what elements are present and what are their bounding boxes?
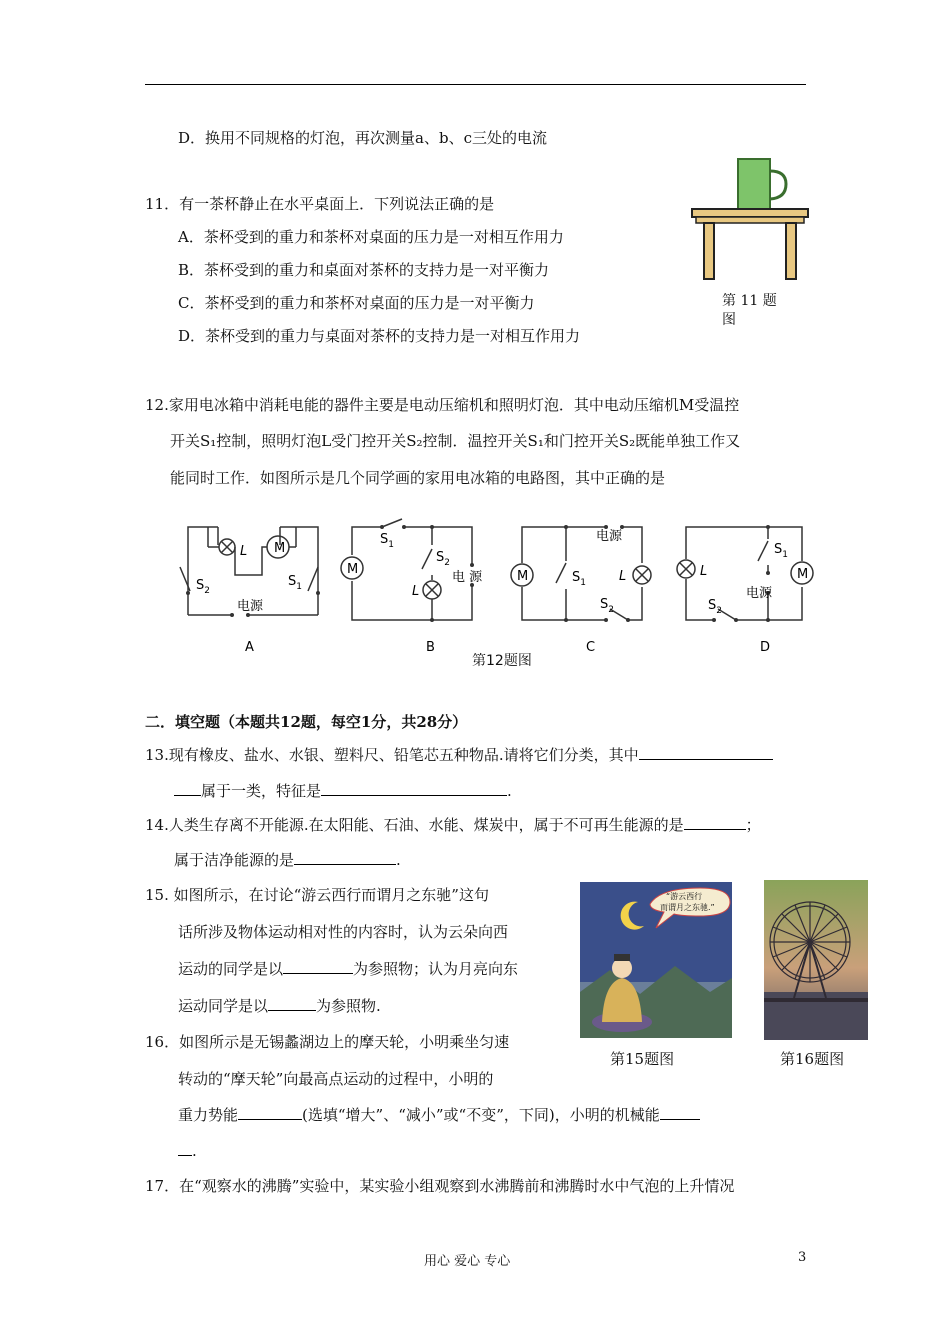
q16-line2: 转动的“摩天轮”向最高点运动的过程中，小明的 <box>178 1070 494 1088</box>
circuit-a-s1-label: $S_1$ <box>288 574 302 592</box>
speech-bubble-line1: “游云西行 <box>666 892 703 901</box>
circuit-c-power-label: 电源 <box>596 529 623 544</box>
q11-stem: 11．有一茶杯静止在水平桌面上．下列说法正确的是 <box>145 195 495 213</box>
q16-blank-1[interactable] <box>238 1105 302 1120</box>
circuit-a-motor-label: M <box>274 541 286 556</box>
q16-blank-2-cont[interactable] <box>178 1141 192 1156</box>
teacup-handle <box>770 171 786 199</box>
circuit-b-label: B <box>426 640 435 655</box>
circuit-d-s2-label: $S_2$ <box>708 598 722 616</box>
circuit-c-s1-label: $S_1$ <box>572 570 586 588</box>
q11-caption-line1: 第 11 题 <box>722 293 777 309</box>
circuit-a-s2-label: $S_2$ <box>196 578 210 596</box>
q13-line2: 属于一类，特征是 . <box>174 781 512 801</box>
page-number: 3 <box>798 1250 807 1265</box>
q15-line1: 15. 如图所示，在讨论“游云西行而谓月之东驰”这句 <box>145 886 489 904</box>
q13-blank-1-cont[interactable] <box>174 781 201 796</box>
q15-caption: 第15题图 <box>610 1050 675 1068</box>
q14-blank-1[interactable] <box>684 815 746 830</box>
speech-bubble-line2: 而谓月之东驰.” <box>660 903 715 912</box>
q16-line1: 16．如图所示是无锡蠡湖边上的摩天轮，小明乘坐匀速 <box>145 1033 510 1051</box>
q14-line2: 属于洁净能源的是 . <box>174 851 401 869</box>
q16-line4: . <box>178 1141 197 1161</box>
footer-motto: 用心 爱心 专心 <box>424 1254 511 1269</box>
q12-caption: 第12题图 <box>472 653 532 669</box>
q14-line1: 14.人类生存离不开能源.在太阳能、石油、水能、煤炭中，属于不可再生能源的是 ； <box>145 816 761 834</box>
circuit-c-lamp-label: L <box>619 569 627 584</box>
circuit-d-s1-label: $S_1$ <box>774 542 788 560</box>
teacup-body <box>738 159 770 209</box>
q11-caption-line2: 图 <box>722 312 736 328</box>
circuit-b-motor-label: M <box>347 562 359 577</box>
circuit-a-lamp-label: L <box>240 544 248 559</box>
q16-caption: 第16题图 <box>780 1050 845 1068</box>
q13-line1: 13.现有橡皮、盐水、水银、塑料尺、铅笔芯五种物品.请将它们分类，其中 <box>145 745 773 765</box>
circuit-d-motor-label: M <box>797 567 809 582</box>
circuit-a-label: A <box>245 640 254 655</box>
q10-option-d: D．换用不同规格的灯泡，再次测量a、b、c三处的电流 <box>178 129 547 147</box>
q17-line1: 17．在“观察水的沸腾”实验中，某实验小组观察到水沸腾前和沸腾时水中气泡的上升情况 <box>145 1177 735 1195</box>
q15-moon-cloud-figure <box>580 882 732 1038</box>
q13-blank-2[interactable] <box>321 781 507 796</box>
circuit-b-s2-label: $S_2$ <box>436 550 450 568</box>
q12-line1: 12.家用电冰箱中消耗电能的器件主要是电动压缩机和照明灯泡．其中电动压缩机M受温控 <box>145 396 740 414</box>
q16-ferris-wheel-figure <box>764 880 868 1040</box>
circuit-b-power-label: 电 源 <box>452 570 483 585</box>
q15-line3: 运动的同学是以 为参照物；认为月亮向东 <box>178 960 519 978</box>
table-leg-right <box>786 223 796 279</box>
q11-cup-table-figure <box>690 156 810 282</box>
table-leg-left <box>704 223 714 279</box>
q14-blank-2[interactable] <box>294 850 396 865</box>
q11-option-d: D．茶杯受到的重力与桌面对茶杯的支持力是一对相互作用力 <box>178 327 581 345</box>
q16-line3: 重力势能 (选填“增大”、“减小”或“不变”，下同)，小明的机械能 <box>178 1105 700 1125</box>
q12-circuit-figures <box>170 505 830 670</box>
circuit-c-motor-label: M <box>517 569 529 584</box>
header-rule <box>145 84 806 85</box>
q11-option-b: B．茶杯受到的重力和桌面对茶杯的支持力是一对平衡力 <box>178 261 550 279</box>
q11-option-c: C．茶杯受到的重力和茶杯对桌面的压力是一对平衡力 <box>178 294 535 312</box>
q12-line3: 能同时工作．如图所示是几个同学画的家用电冰箱的电路图，其中正确的是 <box>170 469 666 487</box>
scholar-hat <box>614 954 630 961</box>
circuit-d-power-label: 电源 <box>746 586 773 601</box>
q12-line2: 开关S₁控制，照明灯泡L受门控开关S₂控制．温控开关S₁和门控开关S₂既能单独工作又 <box>170 432 741 450</box>
q15-blank-2[interactable] <box>268 996 316 1011</box>
circuit-c-label: C <box>586 640 596 655</box>
q16-blank-2[interactable] <box>660 1105 700 1120</box>
q13-blank-1[interactable] <box>639 745 773 760</box>
circuit-a-power-label: 电源 <box>237 599 264 614</box>
circuit-c-s2-label: $S_2$ <box>600 597 614 615</box>
circuit-d <box>677 527 813 620</box>
circuit-d-lamp-label: L <box>700 564 708 579</box>
bridge <box>764 998 868 1002</box>
circuit-b-s1-label: $S_1$ <box>380 532 394 550</box>
table-top <box>692 209 808 217</box>
q11-option-a: A．茶杯受到的重力和茶杯对桌面的压力是一对相互作用力 <box>178 228 564 246</box>
circuit-d-label: D <box>760 640 771 655</box>
circuit-c <box>511 527 651 620</box>
section2-title: 二．填空题（本题共12题，每空1分，共28分） <box>145 713 468 731</box>
circuit-b-lamp-label: L <box>412 584 420 599</box>
q15-line4: 运动同学是以 为参照物. <box>178 997 381 1015</box>
q15-blank-1[interactable] <box>283 959 353 974</box>
q15-line2: 话所涉及物体运动相对性的内容时，认为云朵向西 <box>178 923 509 941</box>
